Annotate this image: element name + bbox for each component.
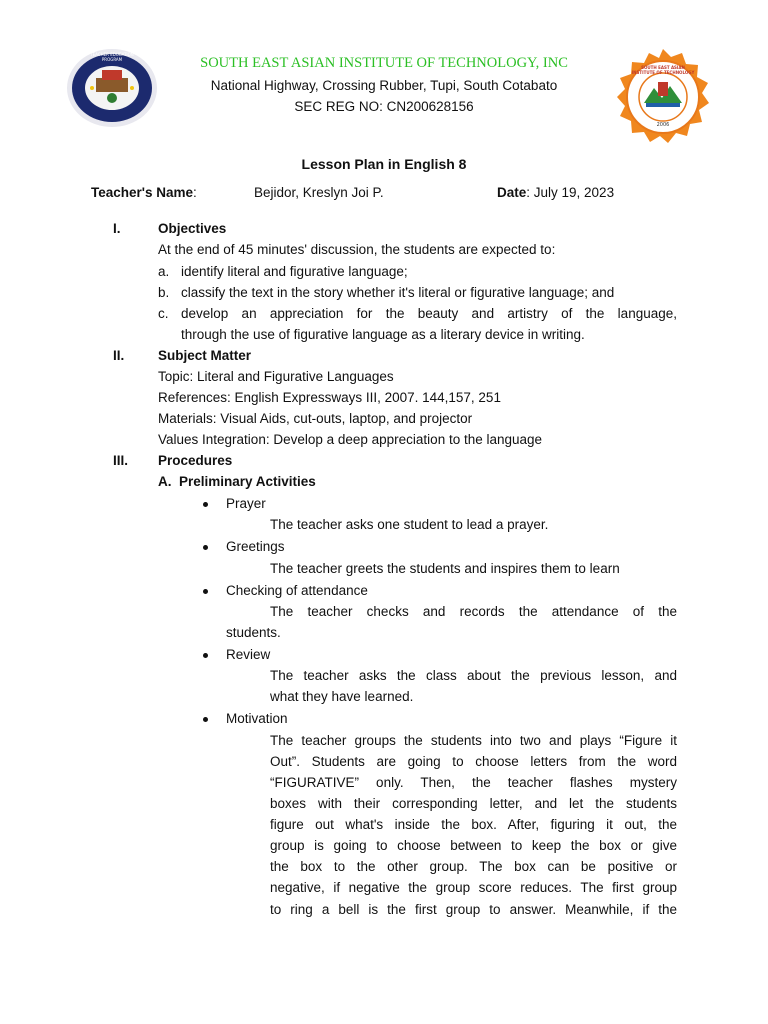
- subject-matter-heading: Subject Matter: [158, 348, 252, 363]
- objective-marker-c: c.: [158, 306, 169, 321]
- institute-name: SOUTH EAST ASIAN INSTITUTE OF TECHNOLOGY, INC: [200, 55, 568, 71]
- motivation-line: The teacher groups the students into two and plays “Figure it: [270, 733, 677, 748]
- objectives-heading: Objectives: [158, 221, 227, 236]
- objective-marker-a: a.: [158, 264, 170, 279]
- bullet-icon: [203, 545, 211, 553]
- objective-marker-b: b.: [158, 285, 170, 300]
- activity-prayer-title: Prayer: [226, 496, 266, 511]
- date-value: : July 19, 2023: [526, 185, 615, 200]
- activity-review-text-line2: what they have learned.: [270, 689, 414, 704]
- motivation-line: “FIGURATIVE” only. Then, the teacher flashes mystery: [270, 775, 677, 790]
- right-logo-year: 2006: [656, 122, 670, 128]
- objective-item-b: classify the text in the story whether it's literal or figurative language; and: [181, 285, 615, 300]
- activity-motivation-title: Motivation: [226, 711, 288, 726]
- left-logo-text: TEACHER EDUCATION PROGRAM: [90, 52, 134, 62]
- page-title: Lesson Plan in English 8: [301, 156, 467, 172]
- subject-materials: Materials: Visual Aids, cut-outs, laptop, and projector: [158, 411, 473, 426]
- motivation-line: negative, if negative the group score reduces. The first group: [270, 880, 677, 895]
- right-logo-text: SOUTH EAST ASIAN INSTITUTE OF TECHNOLOGY: [631, 65, 695, 75]
- subject-values: Values Integration: Develop a deep appreciation to the language: [158, 432, 543, 447]
- activity-greetings-text: The teacher greets the students and inspires them to learn: [270, 561, 620, 576]
- right-logo: [614, 48, 712, 146]
- motivation-line: Out”. Students are going to choose letters from the word: [270, 754, 677, 769]
- objectives-numeral: I.: [113, 221, 121, 236]
- motivation-line: boxes with their corresponding letter, and let the students: [270, 796, 677, 811]
- date-row: [497, 185, 614, 200]
- activity-greetings-title: Greetings: [226, 539, 285, 554]
- procedures-numeral: III.: [113, 453, 129, 468]
- activity-attendance-title: Checking of attendance: [226, 583, 368, 598]
- objective-item-c-line2: through the use of figurative language as a literary device in writing.: [181, 327, 585, 342]
- motivation-line: to ring a bell is the first group to answer. Meanwhile, if the: [270, 902, 677, 917]
- bullet-icon: [203, 653, 211, 661]
- objectives-intro: At the end of 45 minutes' discussion, the students are expected to:: [158, 242, 556, 257]
- objective-item-c-line1: develop an appreciation for the beauty and artistry of the language,: [181, 306, 677, 321]
- activity-prayer-text: The teacher asks one student to lead a prayer.: [270, 517, 549, 532]
- activity-review-text-line1: The teacher asks the class about the previous lesson, and: [270, 668, 677, 683]
- subject-topic: Topic: Literal and Figurative Languages: [158, 369, 394, 384]
- activity-attendance-text-line1: The teacher checks and records the attendance of the: [270, 604, 677, 619]
- bullet-icon: [203, 502, 211, 510]
- bullet-icon: [203, 589, 211, 597]
- activity-attendance-text-line2: students.: [226, 625, 281, 640]
- motivation-line: figure out what's inside the box. After, figuring it out, the: [270, 817, 677, 832]
- motivation-line: group is going to choose between to keep the box or give: [270, 838, 677, 853]
- sec-registration: SEC REG NO: CN200628156: [294, 99, 474, 114]
- motivation-line: the box to the other group. The box can be positive or: [270, 859, 677, 874]
- institute-address: National Highway, Crossing Rubber, Tupi, South Cotabato: [210, 78, 558, 93]
- bullet-icon: [203, 717, 211, 725]
- date-label: Date: [497, 185, 527, 200]
- subject-matter-numeral: II.: [113, 348, 125, 363]
- activity-review-title: Review: [226, 647, 271, 662]
- objective-item-a: identify literal and figurative language;: [181, 264, 408, 279]
- teacher-name-value: Bejidor, Kreslyn Joi P.: [254, 185, 384, 200]
- teacher-name-label: Teacher's Name:: [91, 185, 197, 200]
- subject-references: References: English Expressways III, 2007. 144,157, 251: [158, 390, 501, 405]
- preliminary-activities-heading: A. Preliminary Activities: [158, 474, 316, 489]
- procedures-heading: Procedures: [158, 453, 233, 468]
